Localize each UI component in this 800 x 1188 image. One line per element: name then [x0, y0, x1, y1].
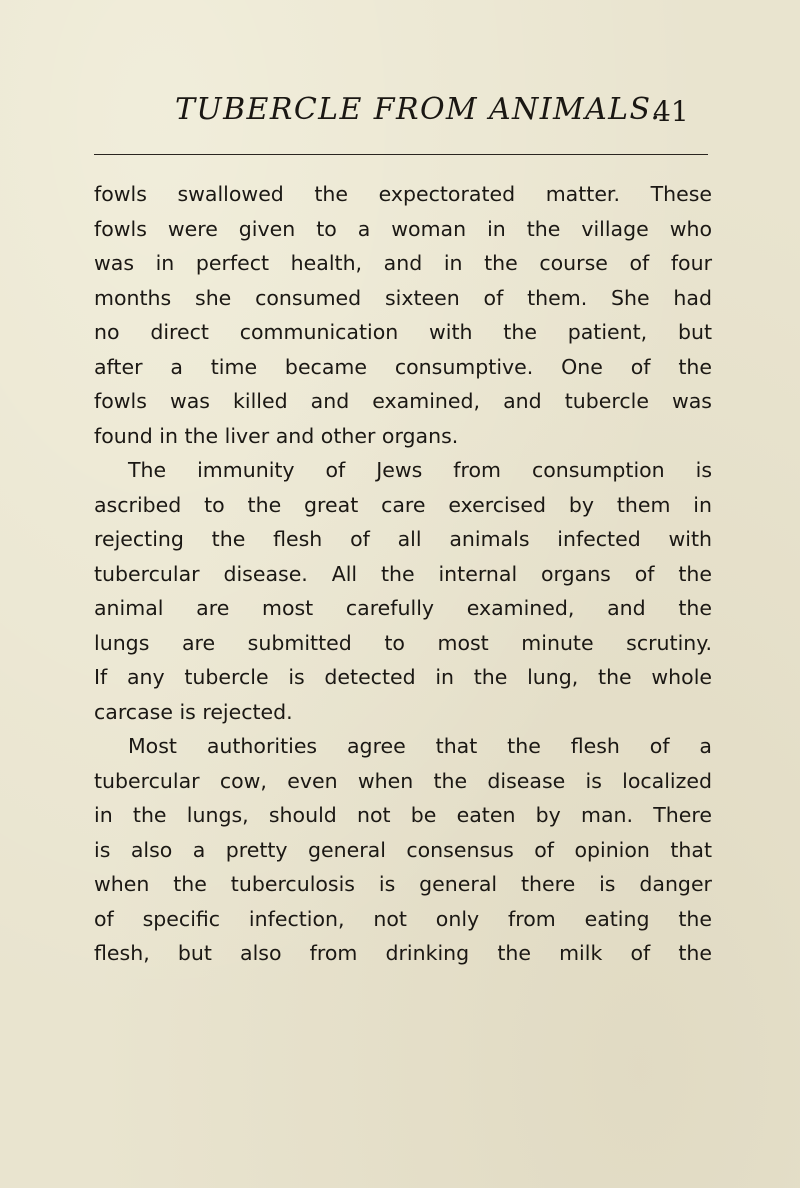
text-line: when the tuberculosis is general there is danger	[94, 872, 712, 896]
text-line: animal are most carefully examined, and the	[94, 596, 712, 620]
text-line: The immunity of Jews from consumption is	[128, 458, 712, 482]
text-line: flesh, but also from drinking the milk of the	[94, 941, 712, 965]
text-line: If any tubercle is detected in the lung, the whole	[94, 665, 712, 689]
text-line: fowls swallowed the expectorated matter. These	[94, 182, 712, 206]
text-line: Most authorities agree that the flesh of a	[128, 734, 712, 758]
text-line: in the lungs, should not be eaten by man. There	[94, 803, 712, 827]
text-line: no direct communication with the patient, but	[94, 320, 712, 344]
text-line: fowls was killed and examined, and tubercle was	[94, 389, 712, 413]
text-line: found in the liver and other organs.	[94, 423, 459, 448]
body-text	[94, 177, 712, 971]
text-line: of specific infection, not only from eating the	[94, 906, 712, 931]
text-line: lungs are submitted to most minute scrutiny.	[94, 630, 712, 655]
text-line: tubercular cow, even when the disease is localized	[94, 768, 712, 793]
text-line: months she consumed sixteen of them. She had	[94, 285, 712, 310]
running-title: TUBERCLE FROM ANIMALS.	[175, 92, 662, 127]
text-line: fowls were given to a woman in the village who	[94, 216, 712, 241]
text-line: is also a pretty general consensus of opinion that	[94, 837, 712, 862]
text-line: rejecting the flesh of all animals infected with	[94, 527, 712, 551]
text-line: was in perfect health, and in the course of four	[94, 251, 712, 275]
text-line: after a time became consumptive. One of the	[94, 354, 712, 379]
text-line: tubercular disease. All the internal organs of the	[94, 561, 712, 586]
page-number: 41	[653, 95, 689, 128]
text-line: ascribed to the great care exercised by them in	[94, 492, 712, 517]
text-line: carcase is rejected.	[94, 699, 293, 724]
header-rule	[94, 154, 708, 155]
running-head	[175, 92, 715, 136]
